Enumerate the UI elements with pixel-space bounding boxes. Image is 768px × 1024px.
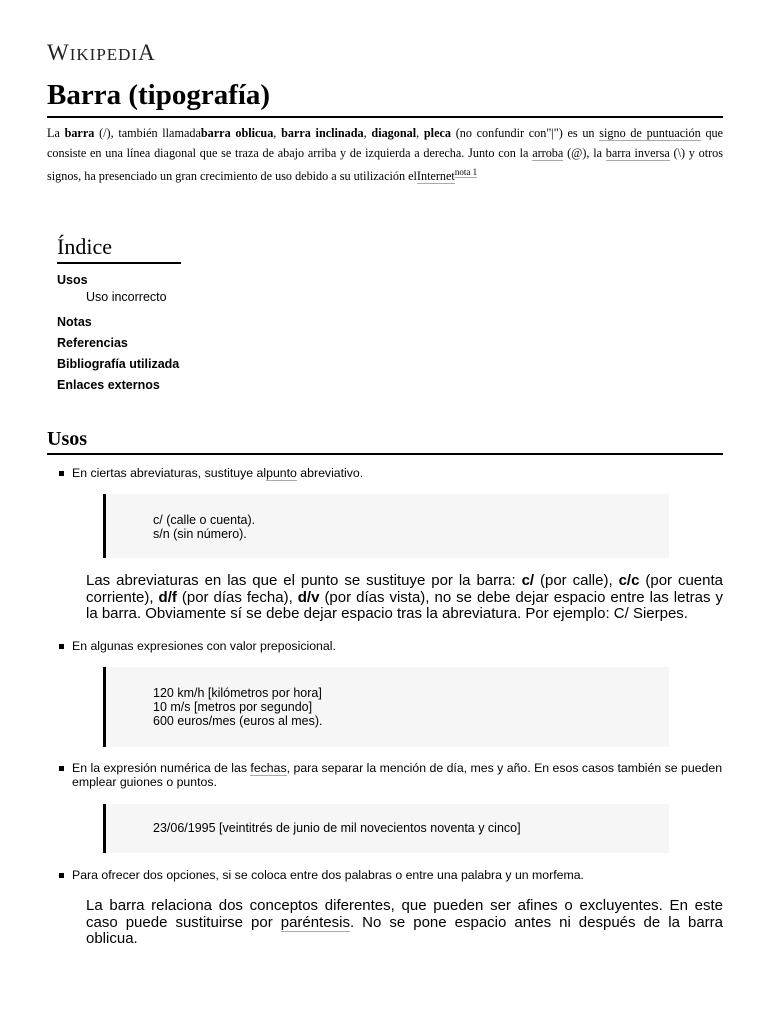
list-item: En la expresión numérica de las fechas, para separar la mención de día, mes y año. En esos casos también se pueden emplear guiones o puntos. — [59, 761, 723, 789]
bullet-icon — [59, 471, 64, 476]
lead-paragraph: La barra (/), también llamadabarra oblicua, barra inclinada, diagonal, pleca (no confundir con"|") es un signo de puntuación que consiste en una línea diagonal que se traza de abajo arriba y de izquierda a derecha. Junto con la arroba (@), la barra inversa (\) y otros signos, ha presenciado un gran crecimiento de uso debido a su utilización elInternet$^{nota 1}$ — [47, 126, 724, 184]
link-arroba[interactable]: arroba — [532, 145, 564, 160]
list-item: Para ofrecer dos opciones, si se coloca entre dos palabras o entre una palabra y un morfema. — [59, 868, 723, 883]
logo-letter: W — [47, 40, 70, 65]
code-line: 10 m/s [metros por segundo] — [153, 700, 313, 714]
code-line: s/n (sin número). — [153, 527, 247, 541]
table-of-contents — [57, 233, 257, 396]
toc-heading: Índice — [57, 233, 181, 264]
page-title: Barra (tipografía) — [47, 78, 723, 118]
link-parentesis[interactable]: paréntesis — [280, 913, 350, 931]
code-block — [103, 667, 669, 747]
bullet-icon — [59, 873, 64, 878]
link-barra-inversa[interactable]: barra inversa — [605, 145, 670, 160]
code-block — [103, 804, 669, 853]
code-line: 120 km/h [kilómetros por hora] — [153, 686, 322, 700]
section-heading-usos: Usos — [47, 426, 723, 455]
toc-item-referencias[interactable]: Referencias — [57, 336, 128, 350]
toc-list — [57, 270, 257, 396]
logo-letter-end: A — [138, 40, 156, 65]
code-line: c/ (calle o cuenta). — [153, 513, 256, 527]
link-fechas[interactable]: fechas — [250, 761, 287, 775]
toc-item-bibliografia[interactable]: Bibliografía utilizada — [57, 357, 180, 371]
toc-item-usos[interactable]: Usos — [57, 273, 88, 287]
footnote-link[interactable]: nota 1 — [454, 167, 478, 177]
code-line: 600 euros/mes (euros al mes). — [153, 714, 323, 728]
paragraph: La barra relaciona dos conceptos diferentes, que pueden ser afines o excluyentes. En este caso puede sustituirse por paréntesis. No se pone espacio antes ni después de la barra oblicua. — [86, 897, 723, 947]
code-block — [103, 494, 669, 558]
toc-item-notas[interactable]: Notas — [57, 315, 92, 329]
logo-smallcaps: IKIPEDI — [69, 45, 139, 64]
link-punto[interactable]: punto — [266, 466, 297, 480]
list-item: En algunas expresiones con valor preposicional. — [59, 639, 723, 654]
code-line: 23/06/1995 [veintitrés de junio de mil novecientos noventa y cinco] — [153, 821, 521, 835]
paragraph: Las abreviaturas en las que el punto se sustituye por la barra: c/ (por calle), c/c (por cuenta corriente), d/f (por días fecha), d/v (por días vista), no se debe dejar espacio entre las letras y la barra. Obviamente sí se debe dejar espacio tras la abreviatura. Por ejemplo: C/ Sierpes. — [86, 572, 723, 622]
bullet-icon — [59, 644, 64, 649]
toc-item-enlaces-externos[interactable]: Enlaces externos — [57, 378, 160, 392]
wikipedia-logo[interactable] — [47, 40, 156, 66]
bullet-icon — [59, 766, 64, 771]
link-signo-de-puntuacion[interactable]: signo de puntuación — [599, 126, 701, 140]
toc-item-uso-incorrecto[interactable]: Uso incorrecto — [86, 290, 167, 304]
list-item: En ciertas abreviaturas, sustituye alpunto abreviativo. — [59, 466, 723, 481]
link-internet[interactable]: Internet — [416, 169, 455, 184]
